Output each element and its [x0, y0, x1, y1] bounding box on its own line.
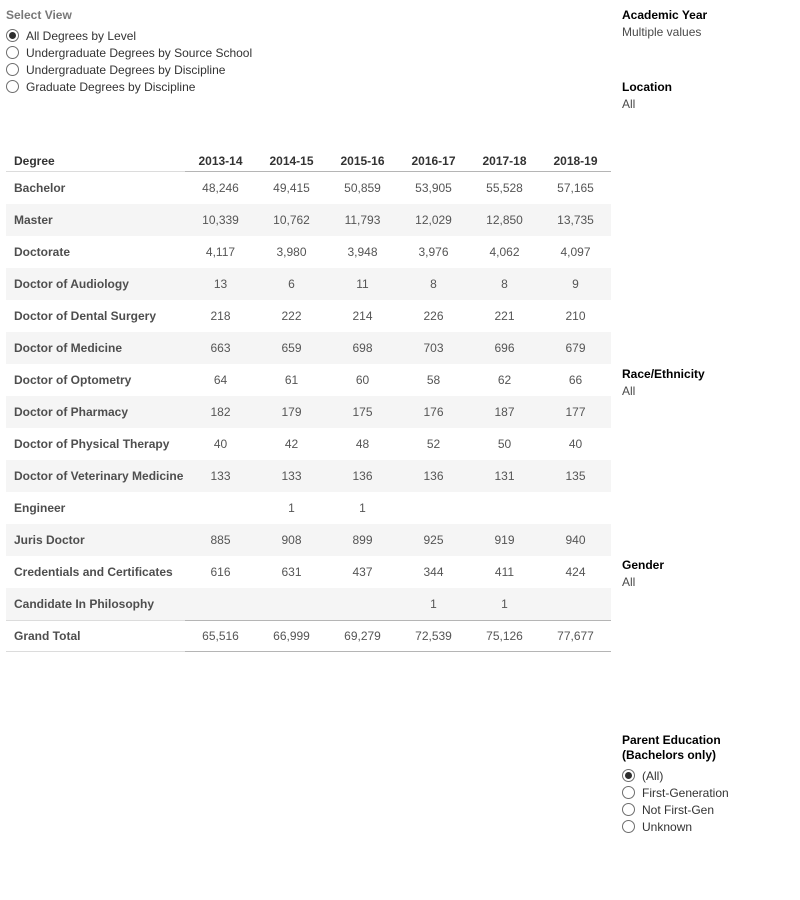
- select-view-title: Select View: [6, 8, 72, 22]
- row-label: Bachelor: [14, 181, 66, 195]
- parent-education-option-all[interactable]: [622, 767, 729, 784]
- table-row: [6, 428, 611, 460]
- column-header-2014-15: 2014-15: [256, 150, 327, 172]
- row-label: Doctor of Veterinary Medicine: [6, 460, 185, 492]
- filter-gender: [622, 558, 664, 589]
- value-cell: 62: [497, 373, 512, 387]
- value-cell: 210: [565, 309, 586, 323]
- column-header-degree: Degree: [6, 150, 185, 172]
- filter-location-title: Location: [622, 80, 672, 94]
- value-cell: 1: [288, 501, 295, 515]
- value-cell: [256, 588, 327, 620]
- value-cell: 6: [256, 268, 327, 300]
- value-cell: 1: [398, 588, 469, 620]
- value-cell: 4,117: [205, 245, 236, 259]
- table-row: [6, 332, 611, 364]
- table-row: [6, 588, 611, 620]
- value-cell: 133: [256, 460, 327, 492]
- table-header-row: [6, 150, 611, 172]
- table-row: [6, 172, 611, 204]
- row-label: Doctorate: [14, 245, 71, 259]
- value-cell: 11,793: [327, 204, 398, 236]
- value-cell: 48: [355, 437, 370, 451]
- value-cell: 13: [185, 268, 256, 300]
- value-cell: 919: [469, 524, 540, 556]
- value-cell: 214: [352, 309, 373, 323]
- value-cell: 58: [426, 373, 441, 387]
- value-cell: 4,097: [560, 245, 591, 259]
- value-cell: 411: [494, 565, 515, 579]
- table-row: [6, 204, 611, 236]
- value-cell: 179: [256, 396, 327, 428]
- value-cell: 135: [540, 460, 611, 492]
- value-cell: 9: [540, 268, 611, 300]
- value-cell: 69,279: [327, 620, 398, 652]
- value-cell: 42: [284, 437, 299, 451]
- row-label: Doctor of Audiology: [6, 268, 185, 300]
- value-cell: 12,029: [398, 204, 469, 236]
- value-cell: 61: [284, 373, 299, 387]
- value-cell: 52: [426, 437, 441, 451]
- value-cell: 226: [423, 309, 444, 323]
- value-cell: 1: [359, 501, 366, 515]
- row-label: Doctor of Physical Therapy: [14, 437, 170, 451]
- value-cell: 222: [281, 309, 302, 323]
- value-cell: 11: [327, 268, 398, 300]
- radio-icon: [6, 46, 19, 59]
- filter-gender-value[interactable]: All: [622, 575, 636, 589]
- value-cell: 13,735: [540, 204, 611, 236]
- table-row: [6, 524, 611, 556]
- table-row: [6, 556, 611, 588]
- row-label: Engineer: [14, 501, 66, 515]
- filter-academic-year: [622, 8, 707, 39]
- value-cell: 175: [327, 396, 398, 428]
- value-cell: 8: [398, 268, 469, 300]
- value-cell: 696: [469, 332, 540, 364]
- value-cell: 1: [469, 588, 540, 620]
- value-cell: 177: [540, 396, 611, 428]
- value-cell: 221: [494, 309, 515, 323]
- value-cell: 50: [497, 437, 512, 451]
- value-cell: [540, 492, 611, 524]
- value-cell: 65,516: [185, 620, 256, 652]
- radio-label: First-Generation: [642, 785, 729, 800]
- value-cell: 66,999: [256, 620, 327, 652]
- value-cell: [327, 588, 398, 620]
- value-cell: 40: [213, 437, 228, 451]
- value-cell: 136: [327, 460, 398, 492]
- value-cell: 131: [469, 460, 540, 492]
- table-row: [6, 396, 611, 428]
- filter-academic-year-title: Academic Year: [622, 8, 708, 22]
- value-cell: 940: [540, 524, 611, 556]
- value-cell: 616: [210, 565, 231, 579]
- value-cell: 698: [327, 332, 398, 364]
- radio-icon: [6, 63, 19, 76]
- value-cell: 64: [213, 373, 228, 387]
- parent-education-title-line1: Parent Education: [622, 733, 721, 747]
- parent-education-option-unknown[interactable]: [622, 818, 729, 835]
- filter-race-ethnicity-title: Race/Ethnicity: [622, 367, 705, 381]
- row-label: Grand Total: [6, 620, 185, 652]
- value-cell: 218: [210, 309, 231, 323]
- value-cell: 176: [398, 396, 469, 428]
- value-cell: 10,339: [185, 204, 256, 236]
- value-cell: 908: [256, 524, 327, 556]
- value-cell: 12,850: [469, 204, 540, 236]
- filter-race-ethnicity-value[interactable]: All: [622, 384, 636, 398]
- value-cell: 57,165: [557, 181, 594, 195]
- value-cell: 136: [398, 460, 469, 492]
- radio-label: Undergraduate Degrees by Discipline: [26, 62, 226, 77]
- radio-icon: [622, 769, 635, 782]
- row-label: Doctor of Pharmacy: [6, 396, 185, 428]
- row-label: Doctor of Medicine: [6, 332, 185, 364]
- select-view-option-all-degrees-by-level[interactable]: [4, 27, 252, 44]
- value-cell: 344: [423, 565, 444, 579]
- value-cell: 50,859: [344, 181, 381, 195]
- table-row: [6, 364, 611, 396]
- value-cell: 3,976: [418, 245, 449, 259]
- table-row: [6, 300, 611, 332]
- value-cell: 3,980: [276, 245, 307, 259]
- row-label: Master: [6, 204, 185, 236]
- value-cell: 182: [185, 396, 256, 428]
- filter-location-value[interactable]: All: [622, 97, 636, 111]
- value-cell: 424: [565, 565, 586, 579]
- parent-education-title-line2: (Bachelors only): [622, 748, 717, 762]
- row-label: Candidate In Philosophy: [6, 588, 185, 620]
- value-cell: 885: [185, 524, 256, 556]
- value-cell: 703: [398, 332, 469, 364]
- table-row: [6, 492, 611, 524]
- value-cell: 3,948: [347, 245, 378, 259]
- value-cell: 48,246: [202, 181, 239, 195]
- radio-label: Unknown: [642, 819, 693, 834]
- filter-academic-year-value[interactable]: Multiple values: [622, 25, 702, 39]
- select-view-option-undergrad-by-source-school[interactable]: [4, 44, 252, 61]
- row-label: Juris Doctor: [6, 524, 185, 556]
- value-cell: 66: [568, 373, 583, 387]
- radio-label: Graduate Degrees by Discipline: [26, 79, 196, 94]
- value-cell: 55,528: [486, 181, 523, 195]
- filter-location: [622, 80, 672, 111]
- radio-icon: [622, 820, 635, 833]
- radio-label: Not First-Gen: [642, 802, 715, 817]
- radio-label: All Degrees by Level: [26, 28, 137, 43]
- value-cell: 75,126: [469, 620, 540, 652]
- value-cell: [469, 492, 540, 524]
- value-cell: 133: [185, 460, 256, 492]
- value-cell: 72,539: [398, 620, 469, 652]
- value-cell: [398, 492, 469, 524]
- value-cell: [185, 492, 256, 524]
- row-label: Doctor of Dental Surgery: [14, 309, 157, 323]
- table-row: [6, 460, 611, 492]
- row-label: Credentials and Certificates: [14, 565, 173, 579]
- column-header-2013-14: 2013-14: [185, 150, 256, 172]
- value-cell: 4,062: [489, 245, 520, 259]
- value-cell: 437: [352, 565, 373, 579]
- value-cell: 8: [469, 268, 540, 300]
- value-cell: 899: [327, 524, 398, 556]
- value-cell: 679: [540, 332, 611, 364]
- radio-label: (All): [642, 768, 664, 783]
- parent-education-option-first-generation[interactable]: [622, 784, 729, 801]
- table-body: [6, 172, 611, 652]
- value-cell: [185, 588, 256, 620]
- degrees-by-level-table: [6, 150, 611, 652]
- filter-gender-title: Gender: [622, 558, 665, 572]
- value-cell: 77,677: [540, 620, 611, 652]
- select-view-option-graduate-by-discipline[interactable]: [4, 78, 252, 95]
- value-cell: 60: [355, 373, 370, 387]
- value-cell: 49,415: [273, 181, 310, 195]
- value-cell: [540, 588, 611, 620]
- filter-parent-education: [622, 733, 729, 835]
- value-cell: 925: [398, 524, 469, 556]
- table-row: [6, 236, 611, 268]
- row-label: Doctor of Optometry: [14, 373, 132, 387]
- select-view-group: [4, 8, 252, 95]
- value-cell: 659: [256, 332, 327, 364]
- radio-label: Undergraduate Degrees by Source School: [26, 45, 253, 60]
- value-cell: 631: [281, 565, 302, 579]
- radio-icon: [6, 80, 19, 93]
- value-cell: 53,905: [415, 181, 452, 195]
- column-header-2015-16: 2015-16: [327, 150, 398, 172]
- value-cell: 663: [185, 332, 256, 364]
- radio-icon: [622, 803, 635, 816]
- column-header-2016-17: 2016-17: [398, 150, 469, 172]
- column-header-2018-19: 2018-19: [540, 150, 611, 172]
- column-header-2017-18: 2017-18: [469, 150, 540, 172]
- parent-education-option-not-first-gen[interactable]: [622, 801, 729, 818]
- value-cell: 187: [469, 396, 540, 428]
- value-cell: 40: [568, 437, 583, 451]
- value-cell: 10,762: [256, 204, 327, 236]
- table-row-grand-total: [6, 620, 611, 652]
- select-view-option-undergrad-by-discipline[interactable]: [4, 61, 252, 78]
- radio-icon: [622, 786, 635, 799]
- table-row: [6, 268, 611, 300]
- radio-icon: [6, 29, 19, 42]
- filter-race-ethnicity: [622, 367, 705, 398]
